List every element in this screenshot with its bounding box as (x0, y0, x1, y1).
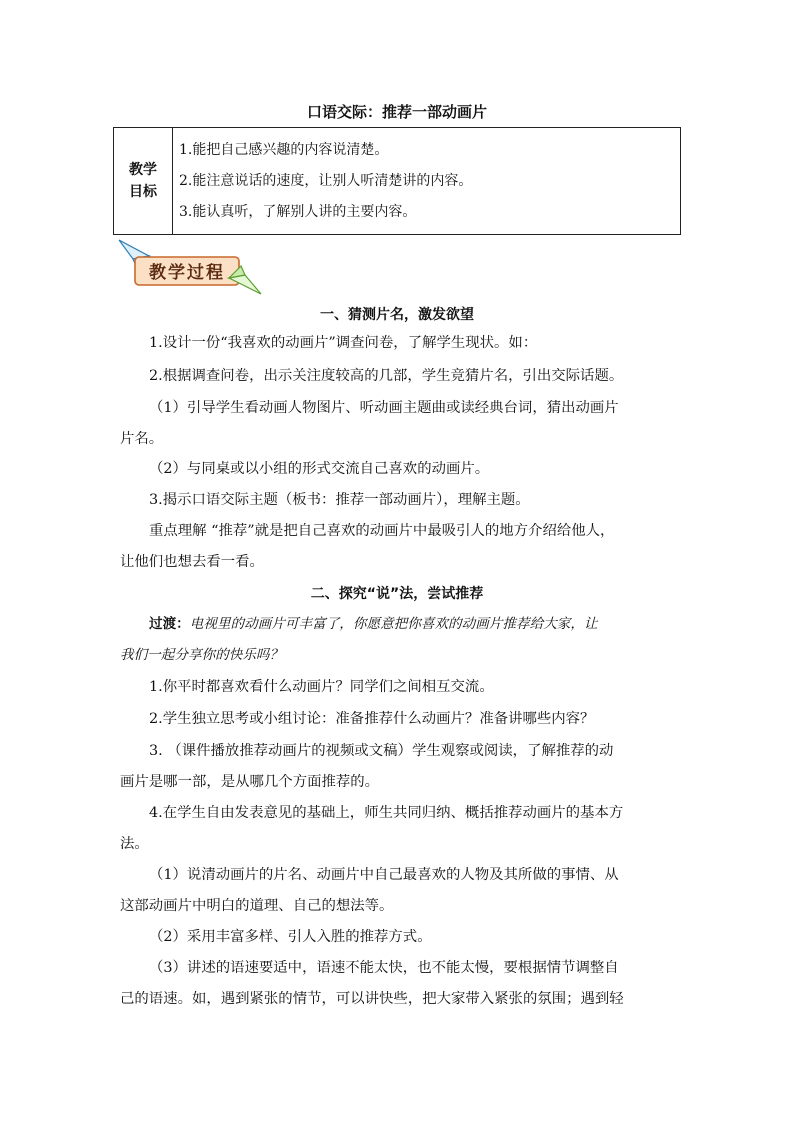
paragraph: 3.揭示口语交际主题（板书：推荐一部动画片），理解主题。 (149, 492, 530, 508)
section2-heading: 二、探究“说”法，尝试推荐 (310, 586, 484, 602)
paragraph: 片名。 (120, 431, 164, 447)
paragraph: 4.在学生自由发表意见的基础上，师生共同归纳、概括推荐动画片的基本方 (149, 805, 624, 821)
transition-line1: 电视里的动画片可丰富了，你愿意把你喜欢的动画片推荐给大家，让 (189, 616, 598, 632)
paragraph: 2.学生独立思考或小组讨论：准备推荐什么动画片？准备讲哪些内容？ (149, 711, 595, 727)
paragraph: 己的语速。如，遇到紧张的情节，可以讲快些，把大家带入紧张的氛围；遇到轻 (120, 991, 624, 1007)
goals-label-line2: 目标 (129, 184, 157, 200)
paragraph: 1.你平时都喜欢看什么动画片？同学们之间相互交流。 (149, 679, 494, 695)
banner-label: 教学过程 (149, 263, 225, 283)
goal-item: 3.能认真听，了解别人讲的主要内容。 (179, 204, 417, 220)
goals-label-line1: 教学 (129, 162, 157, 178)
section1-heading: 一、猜测片名，激发欲望 (320, 307, 474, 323)
paragraph: 重点理解 “推荐”就是把自己喜欢的动画片中最吸引人的地方介绍给他人， (149, 523, 615, 539)
goal-item: 2.能注意说话的速度，让别人听清楚讲的内容。 (179, 173, 473, 189)
page-title: 口语交际：推荐一部动画片 (306, 103, 487, 121)
teaching-process-banner (117, 238, 263, 298)
paragraph: （3）讲述的语速要适中，语速不能太快，也不能太慢，要根据情节调整自 (149, 960, 619, 976)
paragraph: 这部动画片中明白的道理、自己的想法等。 (120, 898, 394, 914)
teaching-goals-table (113, 127, 681, 235)
transition-label: 过渡： (149, 616, 190, 632)
paragraph: （1）说清动画片的片名、动画片中自己最喜欢的人物及其所做的事情、从 (149, 867, 619, 883)
paragraph: （2）采用丰富多样、引人入胜的推荐方式。 (149, 929, 432, 945)
paragraph: 2.根据调查问卷，出示关注度较高的几部，学生竞猜片名，引出交际话题。 (149, 368, 624, 384)
paragraph: 1.设计一份“我喜欢的动画片”调查问卷，了解学生现状。如： (149, 335, 538, 351)
goal-item: 1.能把自己感兴趣的内容说清楚。 (179, 142, 389, 158)
paragraph: 3. （课件播放推荐动画片的视频或文稿）学生观察或阅读，了解推荐的动 (149, 743, 614, 759)
paragraph: （1）引导学生看动画人物图片、听动画主题曲或读经典台词，猜出动画片 (149, 400, 619, 416)
transition-text (149, 614, 598, 634)
paragraph: 让他们也想去看一看。 (120, 554, 264, 570)
paragraph: （2）与同桌或以小组的形式交流自己喜欢的动画片。 (149, 461, 490, 477)
goals-items-cell (173, 128, 681, 235)
transition-line2: 我们一起分享你的快乐吗？ (120, 647, 284, 663)
paragraph: 法。 (120, 836, 149, 852)
goals-label-cell (114, 128, 173, 235)
paragraph: 画片是哪一部，是从哪几个方面推荐的。 (120, 774, 380, 790)
